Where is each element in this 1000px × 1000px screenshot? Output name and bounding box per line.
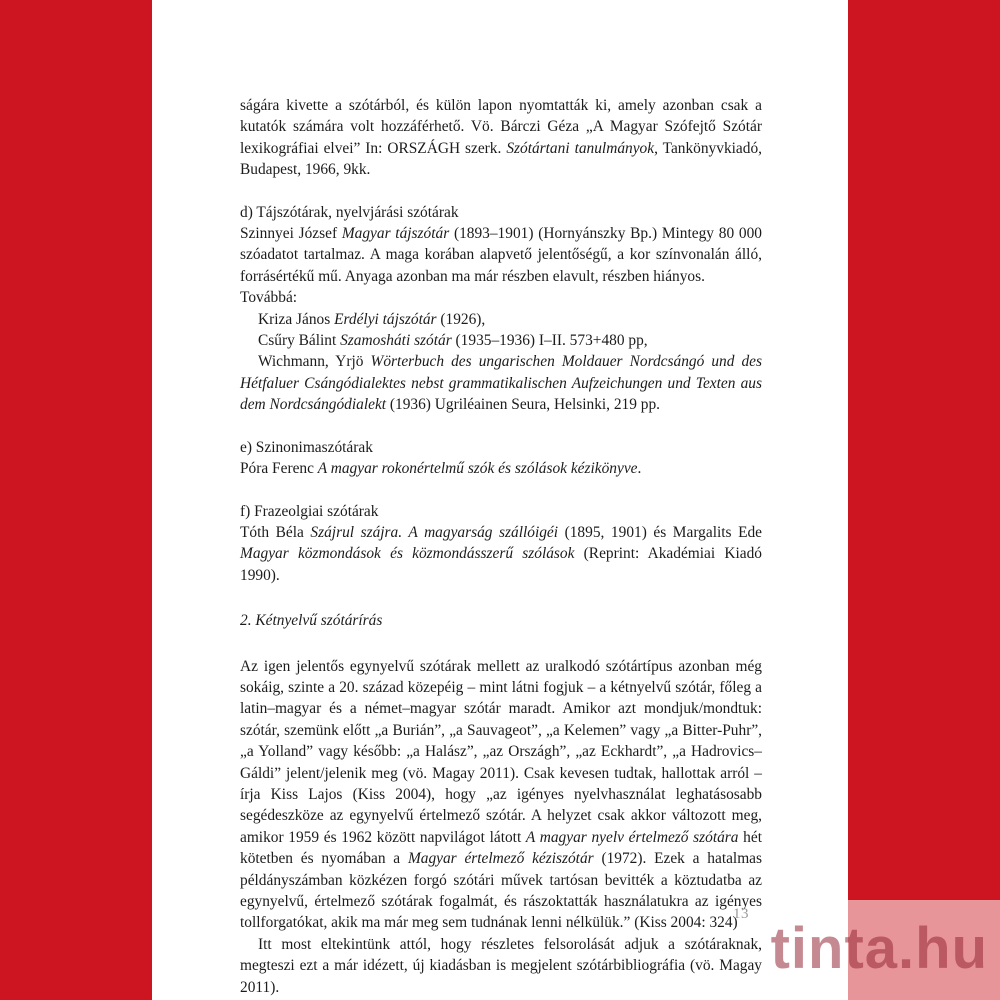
section-2-paragraph-2: Itt most eltekintünk attól, hogy részletes felsorolását adjuk a szótáraknak, megteszi ezt a már idézett, új kiadásban is megjelent szótárbibliográfia (vö. Magay 2011). [240,935,762,996]
section-e-item: Póra Ferenc A magyar rokonértelmű szók és szólások kézikönyve. [240,460,642,478]
section-2-heading: 2. Kétnyelvű szótárírás [240,612,383,630]
paragraph-continuation: ságára kivette a szótárból, és külön lapon nyomtatták ki, amely azonban csak a kutatók számára volt hozzáférhető. Vö. Bárczi Géza „A Magyar Szófejtő Szótár lexikográfiai elvei” In: ORSZÁGH szerk. Szótártani tanulmányok, Tankönyvkiadó, Budapest, 1966, 9kk. [240,97,762,179]
section-d-main: Szinnyei József Magyar tájszótár (1893–1901) (Hornyánszky Bp.) Mintegy 80 000 szóadatot tartalmaz. A maga korában alapvető jelentőségű, a kor színvonalán álló, forrásértékű mű. Anyaga azonban ma már részben elavult, részben hiányos. [240,225,762,285]
section-2-paragraph-1: Az igen jelentős egynyelvű szótárak mellett az uralkodó szótártípus azonban még sokáig, szinte a 20. század közepéig – mint látni fogjuk – a kétnyelvű szótár, főleg a latin–magyar és a német–magyar szótár maradt. Amikor azt mondjuk/mondtuk: szótár, szemünk előtt „a Burián”, „a Sauvageot”, „a Kelemen” vagy „a Bitter-Puhr”, „a Yolland” vagy később: „a Halász”, „az Országh”, „az Eckhardt”, „a Hadrovics–Gáldi” jelent/jelenik meg (vö. Magay 2011). Csak kevesen tudtak, hallottak arról – írja Kiss Lajos (Kiss 2004), hogy „az igényes nyelvhasználat leghatásosabb segédeszköze az egynyelvű értelmező szótár. A helyzet csak akkor változott meg, amikor 1959 és 1962 között napvilágot látott A magyar nyelv értelmező szótára hét kötetben és nyomában a Magyar értelmező kéziszótár (1972). Ezek a hatalmas példányszámban közkézen forgó szótári művek tartósan bevitték a köztudatba az egynyelvű, értelmező szótárak fogalmát, és rászoktatták használatukra az igényes tollforgatókat, akik ma már meg sem tudnának lenni nélkülük.” (Kiss 2004: 324) [240,657,762,932]
section-d-item-kriza: Kriza János Erdélyi tájszótár (1926), [258,310,486,328]
section-f-heading: f) Frazeolgiai szótárak [240,502,379,520]
section-d-item-wichmann: Wichmann, Yrjö Wörterbuch des ungarischen Moldauer Nordcsángó und des Hétfaluer Csángódialektes nebst grammatikalischen Aufzeichungen und Texten aus dem Nordcsángódialekt (1936) Ugriléainen Seura, Helsinki, 219 pp. [240,353,763,414]
section-d-tovabba: Továbbá: [240,289,298,307]
book-page [152,0,848,1000]
section-d-heading: d) Tájszótárak, nyelvjárási szótárak [240,203,459,221]
section-e-heading: e) Szinonimaszótárak [240,438,373,456]
body-text [240,95,762,998]
section-f-item: Tóth Béla Szájrul szájra. A magyarság szállóigéi (1895, 1901) és Margalits Ede Magyar közmondások és közmondásszerű szólások (Reprint: Akadémiai Kiadó 1990). [240,523,763,584]
watermark-logo: tinta.hu [770,916,988,981]
section-d-item-csury: Csűry Bálint Szamosháti szótár (1935–1936) I–II. 573+480 pp, [258,332,648,350]
page-number: 13 [733,906,749,922]
